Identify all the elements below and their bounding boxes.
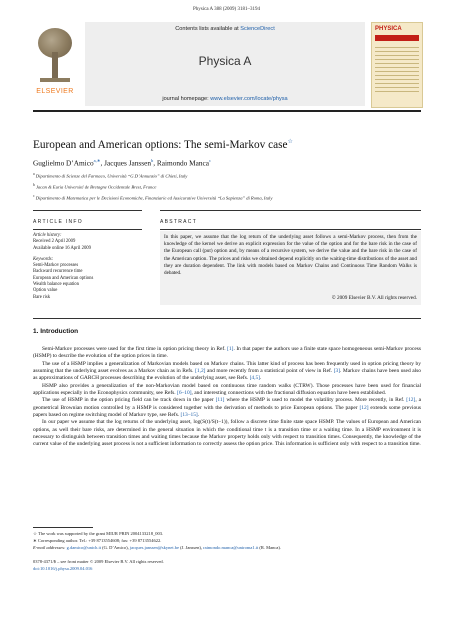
journal-masthead	[33, 22, 421, 106]
issn-line: 0378-4371/$ – see front matter © 2009 Elsevier B.V. All rights reserved.	[33, 559, 164, 564]
paragraph: HSMP also provides a generalization of the non-Markovian model based on continuous time random walks (CTRW). Those processes have been used for financial applications especially in the Econophysics community, see Refs. [6–10], and interesting connections with the fractional diffusion equation have been established.	[33, 382, 421, 397]
divider	[160, 210, 421, 211]
keyword: Bare risk	[33, 294, 51, 300]
introduction-body	[33, 346, 421, 449]
received-date: Received 2 April 2009	[33, 239, 76, 245]
email-link[interactable]: raimondo.manca@uniroma1.it	[203, 545, 259, 551]
article-info	[33, 233, 142, 301]
doi-link[interactable]: doi:10.1016/j.physa.2009.04.016	[33, 566, 93, 572]
citation-link[interactable]: [6–10]	[177, 390, 192, 397]
keyword: European and American options	[33, 275, 94, 281]
homepage-line: journal homepage: www.elsevier.com/locate/physa	[162, 96, 288, 102]
citation-link[interactable]: [13–15]	[180, 412, 198, 419]
divider	[160, 229, 421, 230]
paragraph: The use of HSMP in the option pricing field can be track down in the paper [11] where the HSMP is used to model the volatility process. More recently, in Ref. [12], a geometrical Brownian motion controlled by a HSMP is considered together with the derivation of methods to price European options. The paper [12] extends some previous papers based on regime switching model of Markov type, see Refs. [13–15].	[33, 397, 421, 419]
masthead-band	[85, 22, 365, 106]
section-heading-introduction: 1. Introduction	[33, 328, 79, 335]
affiliation: $^c$ Dipartimento di Matematica per le Decisioni Economiche, Finanziarie ed Assicurative Università “La Sapienza” di Roma, Italy	[33, 194, 273, 201]
keyword: Wealth balance equation	[33, 282, 79, 288]
author-list: Guglielmo D’Amico$^{a,∗}$, Jacques Janssen$^b$, Raimondo Manca$^c$	[33, 158, 211, 168]
title-footnote-mark[interactable]: ☆	[287, 139, 293, 145]
citation-link[interactable]: [1,2]	[195, 368, 206, 375]
elsevier-logo[interactable]	[33, 26, 77, 102]
citation-link[interactable]: [4,5]	[249, 375, 260, 382]
author-affil-mark[interactable]: c	[208, 158, 211, 163]
email-link[interactable]: jacques.janssen@skynet.be	[129, 545, 179, 551]
sciencedirect-link[interactable]: ScienceDirect	[240, 26, 275, 32]
tree-logo-icon	[36, 26, 74, 84]
online-date: Available online 16 April 2009	[33, 245, 91, 251]
author-affil-mark[interactable]: b	[150, 158, 154, 163]
keyword: Semi-Markov processes	[33, 263, 79, 269]
citation-link[interactable]: [1]	[227, 346, 234, 352]
journal-cover-image	[371, 22, 423, 108]
footnotes	[33, 530, 421, 551]
funding-footnote: ☆ The work was supported by the grant MIUR PRIN 2004133218_003.	[33, 531, 164, 536]
citation-link[interactable]: [12]	[359, 404, 369, 411]
citation-link[interactable]: [3]	[333, 368, 341, 375]
abstract-heading: ABSTRACT	[160, 219, 198, 225]
publisher-name: ELSEVIER	[36, 88, 74, 95]
masthead-divider	[33, 110, 421, 112]
journal-name: Physica A	[198, 54, 252, 68]
contents-line: Contents lists available at ScienceDirect	[175, 26, 275, 32]
author-affil-mark[interactable]: a,∗	[93, 158, 101, 163]
corresponding-author-footnote: ∗ Corresponding author. Tel.: +39 8713554608; fax: +39 8713554622.	[33, 538, 162, 544]
keyword: Option value	[33, 288, 58, 294]
history-label: Article history:	[33, 233, 62, 238]
author-name: Guglielmo D’Amico	[33, 158, 94, 168]
article-identifiers	[33, 558, 421, 572]
author-name: Jacques Janssen	[104, 158, 151, 168]
affiliation: $^a$ Dipartimento di Scienze del Farmaco, Università “G.D’Annunzio” di Chieti, Italy	[33, 172, 188, 179]
abstract-copyright: © 2009 Elsevier B.V. All rights reserved.	[331, 295, 417, 301]
paragraph: In our paper we assume that the log returns of the underlying asset, log(S(t)/S(t−1)), follow a discrete time finite state space HSMP. The values of European and American options, as well their bare risks, are determined in the general situation in which the conditional time t is a transition time or a waiting time. In a HSMP environment it is necessary to distinguish between transition times and waiting times because the Markov property holds only with respect to transition times. Consequently, the knowledge of the current value of the underlying asset process is not a sufficient information to correctly assess the option price. This information is sufficient only with respect to a transition time.	[33, 419, 421, 448]
divider	[33, 318, 421, 319]
abstract-text: In this paper, we assume that the log return of the underlying asset follows a semi-Markov process, then from the knowledge of the kernel we derive an explicit expression for the value of the option and for the bare risk in the case of the European call (put) option and, by means of a recursive system, we derive the value and the bare risk in the case of the American option. The prices and risks we obtained depend explicitly on the waiting-time distributions of the asset and they are duration dependent. The link with models based on Markov Chains and Continuous Time Random Walks is debated.	[164, 234, 417, 277]
journal-citation: Physica A 388 (2009) 3181–3194	[193, 7, 260, 12]
email-link[interactable]: g.damico@unich.it	[66, 545, 101, 551]
citation-link[interactable]: [12]	[406, 397, 416, 404]
article-info-heading: ARTICLE INFO	[33, 219, 83, 225]
divider	[33, 210, 142, 211]
affiliations	[33, 170, 421, 203]
abstract-box	[160, 231, 421, 305]
keyword: Backward recurrence time	[33, 269, 83, 275]
article-title: European and American options: The semi-Markov case☆	[33, 138, 293, 151]
email-footnote: E-mail addresses: g.damico@unich.it (G. D’Amico), jacques.janssen@skynet.be (J. Janssen), raimondo.manca@uniroma1.it (R. Manca).	[33, 545, 282, 551]
affiliation: $^b$ Jacan & Euria Université de Bretagne Occidentale Brest, France	[33, 183, 157, 190]
divider	[33, 229, 142, 230]
paragraph: The use of a HSMP implies a generalization of Markovian models based on Markov chains. This latter kind of process has been frequently used in option pricing theory by assuming that the underlying asset evolves as a Markov chain as in Refs. [1,2] and more recently from a statistical point of view in Ref. [3]. Markov chains have been used also as approximations of GARCH processes describing the evolution of the underlying asset, see Refs. [4,5].	[33, 360, 421, 382]
footnote-divider	[33, 527, 93, 528]
author-name: Raimondo Manca	[156, 158, 209, 168]
citation-link[interactable]: [11]	[215, 397, 225, 404]
homepage-link[interactable]: www.elsevier.com/locate/physa	[210, 96, 288, 102]
keywords-label: Keywords:	[33, 256, 54, 262]
paragraph: Semi-Markov processes were used for the first time in option pricing theory in Ref. [1]. In that paper the authors use a finite state space homogeneous semi-Markov process (HSMP) to describe the evolution of the option prices in time.	[33, 346, 421, 360]
cover-title: PHYSICA	[375, 26, 402, 32]
